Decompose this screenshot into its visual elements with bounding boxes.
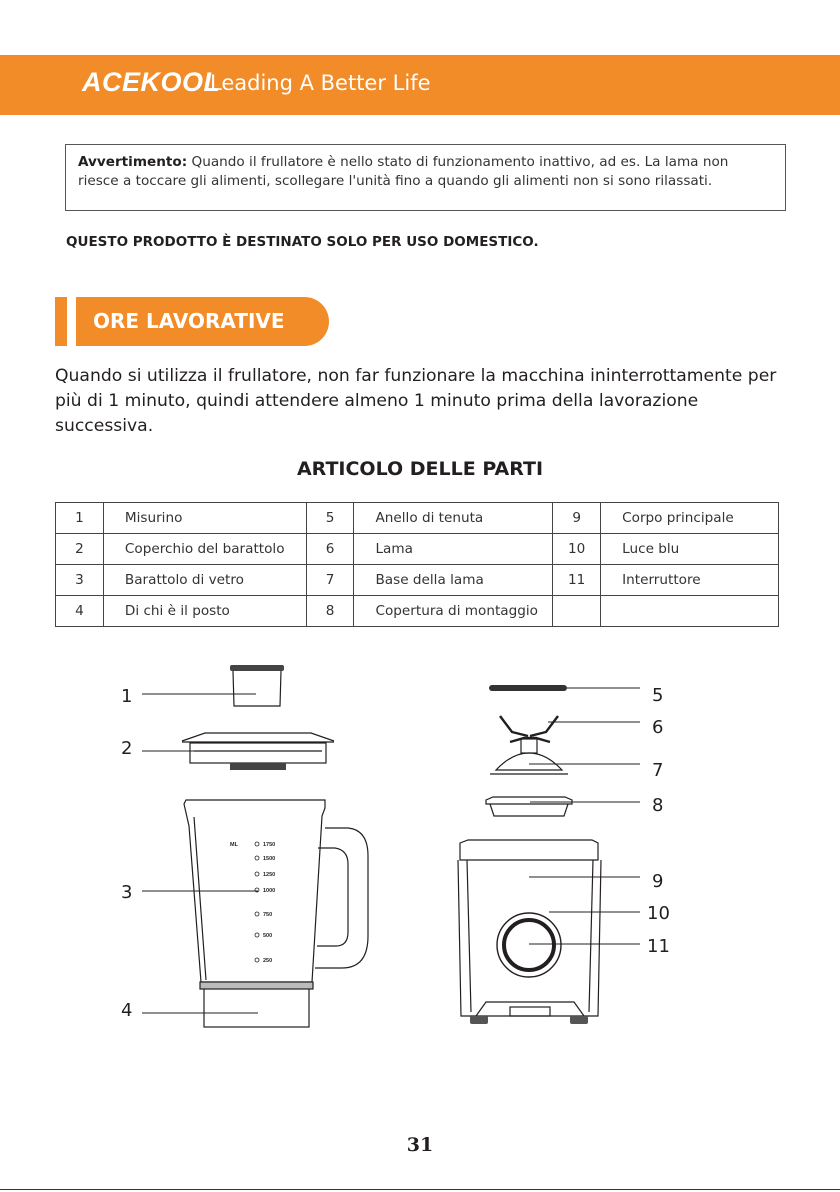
section-accent-bar [55, 297, 67, 346]
warning-label: Avvertimento: [78, 154, 188, 170]
jar-scale-dot [255, 842, 259, 846]
callout-number: 9 [652, 871, 664, 892]
sealing-ring-illustration [489, 685, 567, 691]
part-number: 5 [306, 503, 354, 534]
part-number: 7 [306, 565, 354, 596]
jar-scale-label: 1750 [263, 842, 276, 848]
table-row [56, 565, 779, 596]
jar-scale-dot [255, 856, 259, 860]
part-name: Copertura di montaggio [354, 596, 553, 627]
callout-number: 2 [121, 738, 133, 759]
part-number: 4 [56, 596, 104, 627]
callout-number: 3 [121, 882, 133, 903]
jar-scale-unit: ML [230, 842, 238, 848]
callout-number: 10 [647, 903, 670, 924]
part-name: Coperchio del barattolo [103, 534, 306, 565]
brand-logo: ACEKOOL [82, 67, 221, 97]
table-row [56, 596, 779, 627]
part-name: Interruttore [601, 565, 779, 596]
mounting-cover-illustration [486, 797, 572, 816]
main-body-illustration [458, 840, 601, 1024]
blender-parts-diagram [0, 650, 840, 1050]
parts-title: ARTICOLO DELLE PARTI [296, 458, 544, 480]
part-number: 10 [553, 534, 601, 565]
part-name: Corpo principale [601, 503, 779, 534]
jar-scale-dot [255, 933, 259, 937]
jar-scale-dot [255, 958, 259, 962]
jar-scale-label: 750 [263, 912, 273, 918]
callout-number: 4 [121, 1000, 133, 1021]
jar-scale-dot [255, 912, 259, 916]
part-number: 3 [56, 565, 104, 596]
brand-tagline: Leading A Better Life [210, 71, 431, 95]
section-title: ORE LAVORATIVE [93, 309, 285, 333]
part-name: Luce blu [601, 534, 779, 565]
usage-paragraph: Quando si utilizza il frullatore, non far funzionare la macchina ininterrottamente per più di 1 minuto, quindi attendere almeno 1 minuto prima della lavorazione successiva. [55, 366, 777, 436]
jar-scale-label: 1000 [263, 888, 276, 894]
part-name: Barattolo di vetro [103, 565, 306, 596]
part-number: 9 [553, 503, 601, 534]
part-name [601, 596, 779, 627]
callout-number: 1 [121, 686, 133, 707]
jar-scale-dot [255, 872, 259, 876]
part-name: Lama [354, 534, 553, 565]
warning-box [65, 144, 786, 211]
parts-table [55, 502, 779, 627]
callout-number: 11 [647, 936, 670, 957]
jar-scale-label: 250 [263, 958, 273, 964]
part-number: 6 [306, 534, 354, 565]
blade-illustration [500, 716, 558, 742]
table-row [56, 534, 779, 565]
jar-scale-label: 1250 [263, 872, 276, 878]
part-name: Anello di tenuta [354, 503, 553, 534]
jar-base-illustration [200, 982, 313, 1027]
header-banner [0, 55, 840, 115]
jar-scale-label: 500 [263, 933, 273, 939]
warning-text: Quando il frullatore è nello stato di funzionamento inattivo, ad es. La lama non riesce a toccare gli alimenti, scollegare l'unità fino a quando gli alimenti non si sono rilassati. [78, 154, 729, 189]
part-number: 8 [306, 596, 354, 627]
domestic-use-notice: QUESTO PRODOTTO È DESTINATO SOLO PER USO DOMESTICO. [66, 234, 539, 250]
callout-number: 7 [652, 760, 664, 781]
part-name: Misurino [103, 503, 306, 534]
part-number: 11 [553, 565, 601, 596]
callout-number: 8 [652, 795, 664, 816]
jar-scale-label: 1500 [263, 856, 276, 862]
part-number: 1 [56, 503, 104, 534]
blade-base-illustration [490, 739, 568, 774]
table-row [56, 503, 779, 534]
part-number [553, 596, 601, 627]
part-number: 2 [56, 534, 104, 565]
switch-light-illustration [497, 913, 561, 977]
callout-number: 5 [652, 685, 664, 706]
measuring-cup-illustration [230, 665, 284, 706]
page-number: 31 [406, 1134, 434, 1156]
part-name: Base della lama [354, 565, 553, 596]
callout-number: 6 [652, 717, 664, 738]
bottom-rule [0, 1189, 840, 1190]
part-name: Di chi è il posto [103, 596, 306, 627]
